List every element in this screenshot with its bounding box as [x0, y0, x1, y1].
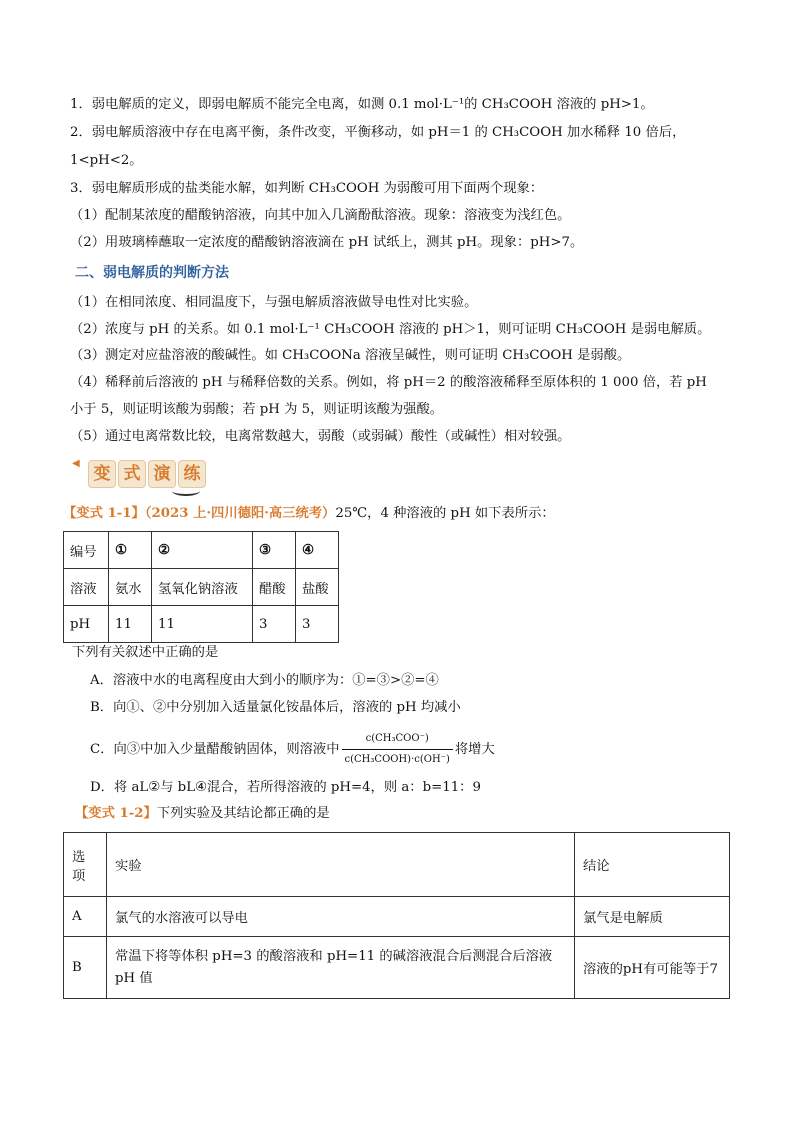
method-2: （2）浓度与 pH 的关系。如 0.1 mol·L⁻¹ CH₃COOH 溶液的 pH＞1，则可证明 CH₃COOH 是弱电解质。 [70, 322, 711, 337]
method-1: （1）在相同浓度、相同温度下，与强电解质溶液做导电性对比实验。 [70, 295, 478, 310]
option-c-prefix: C．向③中加入少量醋酸钠固体，则溶液中 [90, 742, 340, 757]
table-cell: 11 [109, 606, 152, 643]
table-cell: 氯气的水溶液可以导电 [107, 897, 575, 937]
table-cell: pH [64, 606, 109, 643]
table-cell: ③ [253, 532, 296, 569]
table-cell: ④ [296, 532, 339, 569]
speaker-icon: ◀ [72, 458, 80, 469]
question-tag: 【变式 1-2】 [75, 806, 157, 821]
question-prompt: 下列有关叙述中正确的是 [72, 645, 219, 660]
table-cell: 常温下将等体积 pH=3 的酸溶液和 pH=11 的碱溶液混合后测混合后溶液 pH 值 [107, 937, 575, 999]
option-a[interactable]: A．溶液中水的电离程度由大到小的顺序为：①=③>②=④ [90, 673, 439, 688]
table-cell: 氯气是电解质 [575, 897, 730, 937]
question-source: （2023 上·四川德阳·高三统考） [144, 506, 336, 521]
table-cell: ② [152, 532, 253, 569]
table-cell: B [64, 937, 107, 999]
badge-char: 练 [178, 460, 206, 488]
question-tag: 【变式 1-1】 [63, 506, 145, 521]
practice-badge [72, 456, 208, 492]
table-cell: 3 [253, 606, 296, 643]
option-b[interactable]: B．向①、②中分别加入适量氯化铵晶体后，溶液的 pH 均减小 [90, 700, 461, 715]
table-row [64, 532, 339, 569]
question-2-header [75, 805, 330, 823]
table-row [64, 937, 730, 999]
method-3: （3）测定对应盐溶液的酸碱性。如 CH₃COONa 溶液呈碱性，则可证明 CH₃COOH 是弱酸。 [70, 348, 631, 363]
paragraph-item-1: 1．弱电解质的定义，即弱电解质不能完全电离，如测 0.1 mol·L⁻¹的 CH₃COOH 溶液的 pH>1。 [70, 97, 654, 112]
ph-table [63, 531, 339, 643]
option-c-suffix: 将增大 [454, 742, 495, 757]
paragraph-item-3: 3．弱电解质形成的盐类能水解，如判断 CH₃COOH 为弱酸可用下面两个现象： [70, 181, 544, 196]
method-5: （5）通过电离常数比较，电离常数越大，弱酸（或弱碱）酸性（或碱性）相对较强。 [70, 429, 571, 444]
table-cell: 氨水 [109, 569, 152, 606]
badge-char: 变 [88, 460, 116, 488]
experiment-table [63, 832, 730, 999]
paragraph-item-3b: （2）用玻璃棒蘸取一定浓度的醋酸钠溶液滴在 pH 试纸上，测其 pH。现象：pH>7。 [70, 235, 584, 250]
table-cell: 11 [152, 606, 253, 643]
paragraph-item-3a: （1）配制某浓度的醋酸钠溶液，向其中加入几滴酚酞溶液。现象：溶液变为浅红色。 [70, 208, 571, 223]
question-stem: 下列实验及其结论都正确的是 [156, 806, 330, 821]
table-cell: 溶液 [64, 569, 109, 606]
question-1-header [63, 505, 555, 523]
badge-char: 演 [148, 460, 176, 488]
table-cell: ① [109, 532, 152, 569]
badge-swoosh [172, 486, 200, 496]
table-row [64, 897, 730, 937]
fraction-denominator: c(CH₃COOH)·c(OH⁻) [344, 754, 450, 765]
question-stem: 25℃，4 种溶液的 pH 如下表所示： [335, 506, 555, 521]
paragraph-item-2-line1: 2．弱电解质溶液中存在电离平衡，条件改变，平衡移动，如 pH＝1 的 CH₃COOH 加水稀释 10 倍后， [70, 125, 686, 140]
table-header-cell: 实验 [107, 833, 575, 897]
table-cell: 溶液的pH有可能等于7 [575, 937, 730, 999]
fraction-numerator: c(CH₃COO⁻) [342, 730, 453, 750]
badge-char: 式 [118, 460, 146, 488]
table-cell: 盐酸 [296, 569, 339, 606]
method-4-line2: 小于 5，则证明该酸为弱酸；若 pH 为 5，则证明该酸为强酸。 [70, 402, 444, 417]
table-row [64, 569, 339, 606]
table-cell: 3 [296, 606, 339, 643]
table-cell: 编号 [64, 532, 109, 569]
table-row [64, 606, 339, 643]
option-d[interactable]: D．将 aL②与 bL④混合，若所得溶液的 pH=4，则 a：b=11：9 [90, 780, 481, 795]
table-cell: 醋酸 [253, 569, 296, 606]
option-c[interactable] [90, 730, 495, 769]
method-4-line1: （4）稀释前后溶液的 pH 与稀释倍数的关系。例如，将 pH＝2 的酸溶液稀释至原体积的 1 000 倍，若 pH [70, 375, 707, 390]
fraction [342, 730, 453, 769]
table-header-row [64, 833, 730, 897]
table-cell: 氢氧化钠溶液 [152, 569, 253, 606]
table-header-cell: 结论 [575, 833, 730, 897]
paragraph-item-2-line2: 1<pH<2。 [70, 153, 143, 168]
table-cell: A [64, 897, 107, 937]
table-header-cell: 选项 [64, 833, 107, 897]
section-heading: 二、弱电解质的判断方法 [75, 265, 229, 281]
